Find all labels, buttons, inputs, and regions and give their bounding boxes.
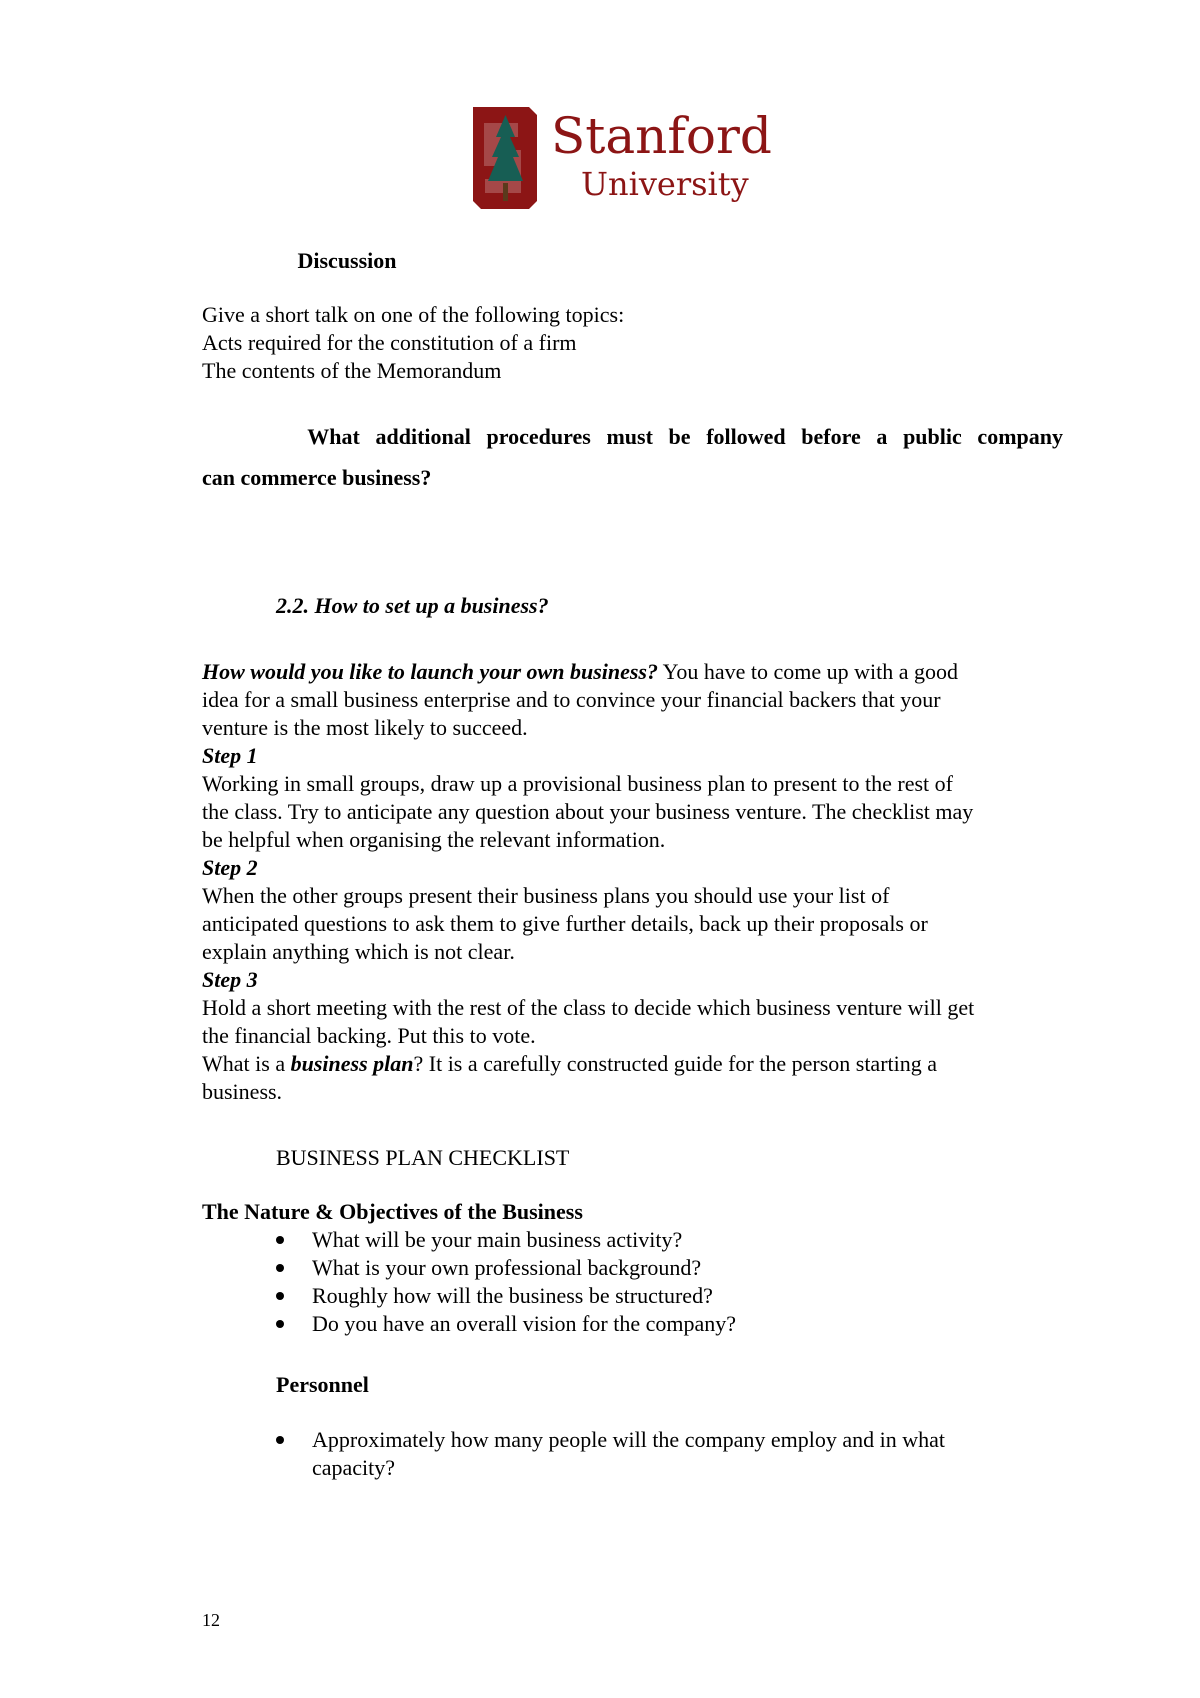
body-text-block <box>202 658 1102 1106</box>
discussion-topic-1: Acts required for the constitution of a firm <box>202 330 577 355</box>
step-2-label: Step 2 <box>202 855 258 880</box>
business-plan-prefix: What is a <box>202 1051 291 1076</box>
list-item: What is your own professional background? <box>202 1254 736 1282</box>
step-2-line-2: anticipated questions to ask them to give further details, back up their proposals or <box>202 911 928 936</box>
question-text-1: What additional procedures must be followed before a public company <box>307 424 1063 449</box>
bullet-dot-icon <box>276 1436 284 1444</box>
step-3-label: Step 3 <box>202 967 258 992</box>
step-1-line-1: Working in small groups, draw up a provisional business plan to present to the rest of <box>202 771 953 796</box>
bullet-dot-icon <box>276 1320 284 1328</box>
checklist-title: BUSINESS PLAN CHECKLIST <box>276 1145 570 1170</box>
stanford-logo <box>467 103 807 213</box>
step-1-line-3: be helpful when organising the relevant information. <box>202 827 666 852</box>
step-3-line-1: Hold a short meeting with the rest of the class to decide which business venture will get <box>202 995 975 1020</box>
step-3-line-2: the financial backing. Put this to vote. <box>202 1023 536 1048</box>
discussion-heading-text: Discussion <box>297 248 397 273</box>
question-line-1 <box>276 423 1063 451</box>
logo-university-text: University <box>581 165 749 203</box>
business-plan-line-2: business. <box>202 1079 283 1104</box>
logo-stanford-text: Stanford <box>551 107 772 165</box>
nature-list <box>202 1226 736 1338</box>
step-1-line-2: the class. Try to anticipate any question about your business venture. The checklist may <box>202 799 974 824</box>
step-2-line-3: explain anything which is not clear. <box>202 939 515 964</box>
bullet-dot-icon <box>276 1236 284 1244</box>
step-1-label: Step 1 <box>202 743 258 768</box>
step-2-line-1: When the other groups present their business plans you should use your list of <box>202 883 890 908</box>
discussion-topic-2: The contents of the Memorandum <box>202 358 502 383</box>
list-item: Do you have an overall vision for the company? <box>202 1310 736 1338</box>
list-item: What will be your main business activity? <box>202 1226 736 1254</box>
list-item: Approximately how many people will the company employ and in what capacity? <box>202 1426 945 1482</box>
bullet-dot-icon <box>276 1264 284 1272</box>
business-plan-term: business plan <box>290 1051 414 1076</box>
discussion-block <box>202 301 624 385</box>
block-s-tree-icon <box>473 107 537 209</box>
discussion-heading <box>276 247 397 275</box>
discussion-intro: Give a short talk on one of the following topics: <box>202 302 625 327</box>
section-heading: 2.2. How to set up a business? <box>276 593 549 618</box>
business-plan-line-1-rest: ? It is a carefully constructed guide for the person starting a <box>413 1051 938 1076</box>
personnel-heading: Personnel <box>276 1372 369 1397</box>
personnel-list <box>202 1426 945 1482</box>
list-item: Roughly how will the business be structured? <box>202 1282 736 1310</box>
intro-line-1-rest: You have to come up with a good <box>658 659 959 684</box>
intro-line-2: idea for a small business enterprise and to convince your financial backers that your <box>202 687 941 712</box>
nature-heading: The Nature & Objectives of the Business <box>202 1199 583 1224</box>
question-line-2: can commerce business? <box>202 465 432 490</box>
intro-line-3: venture is the most likely to succeed. <box>202 715 528 740</box>
page-number: 12 <box>202 1610 220 1630</box>
bullet-dot-icon <box>276 1292 284 1300</box>
intro-lead-question: How would you like to launch your own business? <box>202 659 658 684</box>
